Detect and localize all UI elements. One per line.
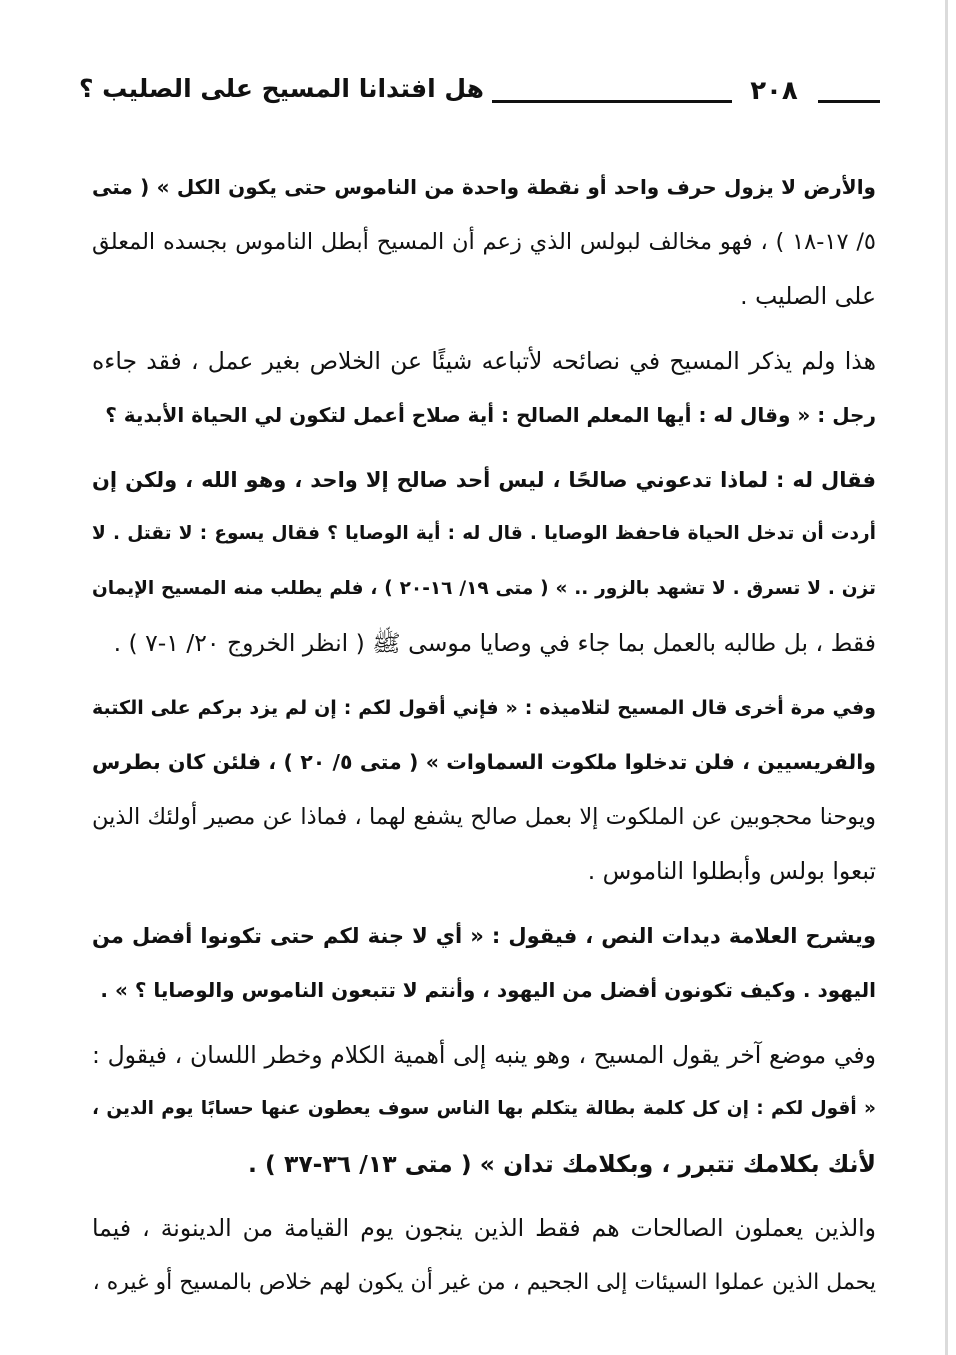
text-line: وفي موضع آخر يقول المسيح ، وهو ينبه إلى أهمية الكلام وخطر اللسان ، فيقول : [92, 1040, 876, 1069]
text-line: فقال له : لماذا تدعوني صالحًا ، ليس أحد صالح إلا واحد ، وهو الله ، ولكن إن [92, 467, 876, 492]
text-line: فقط ، بل طالبه بالعمل بما جاء في وصايا موسى ﷺ ( انظر الخروج ٢٠/ ١-٧ ) . [113, 629, 876, 657]
header-rule-middle [492, 100, 732, 103]
running-title: هل افتدانا المسيح على الصليب ؟ [78, 74, 484, 103]
text-line: تزن . لا تسرق . لا تشهد بالزور .. » ( متى ١٩/ ١٦-٢٠ ) ، فلم يطلب منه المسيح الإيمان [92, 577, 876, 599]
paragraph [92, 909, 876, 1018]
text-line: ويوحنا محجوبين عن الملكوت إلا بعمل صالح يشفع لهما ، فماذا عن مصير أولئك الذين [92, 803, 876, 830]
text-line: وفي مرة أخرى قال المسيح لتلاميذه : « فإني أقول لكم : إن لم يزد بركم على الكتبة [92, 696, 876, 719]
scan-edge [945, 0, 948, 1355]
paragraph [92, 681, 876, 899]
text-line: والأرض لا يزول حرف واحد أو نقطة واحدة من الناموس حتى يكون الكل » ( متى [92, 175, 876, 199]
text-line: اليهود . وكيف تكونون أفضل من اليهود ، وأنتم لا تتبعون الناموس والوصايا ؟ » . [100, 978, 876, 1002]
text-line: والذين يعملون الصالحات هم فقط الذين ينجون يوم القيامة من الدينونة ، فيما [92, 1214, 876, 1242]
paragraph [92, 160, 876, 324]
paragraph [92, 453, 876, 671]
text-line: يحمل الذين عملوا السيئات إلى الجحيم ، من غير أن يكون لهم خلاص بالمسيح أو غيره ، [92, 1269, 876, 1295]
text-line: تبعوا بولس وأبطلوا الناموس . [587, 857, 876, 885]
text-line: لأنك بكلامك تتبرر ، وبكلامك تدان » ( متى ١٣/ ٣٦-٣٧ ) . [247, 1149, 876, 1178]
text-line: على الصليب . [740, 282, 876, 310]
paragraph [92, 1028, 876, 1192]
text-line: رجل : « وقال له : أيها المعلم الصالح : أية صلاح أعمل لتكون لي الحياة الأبدية ؟ [105, 403, 876, 427]
text-line: ٥/ ١٧-١٨ ) ، فهو مخالف لبولس الذي زعم أن المسيح أبطل الناموس بجسده المعلق [92, 228, 876, 255]
header-rule-right [818, 100, 880, 103]
body-text [92, 160, 876, 1320]
paragraph [92, 1201, 876, 1310]
paragraph [92, 334, 876, 443]
page-header [80, 70, 880, 114]
page-number: ٢٠٨ [750, 76, 798, 106]
text-line: والفريسيين ، فلن تدخلوا ملكوت السماوات » ( متى ٥/ ٢٠ ) ، فلئن كان بطرس [92, 750, 876, 774]
text-line: هذا ولم يذكر المسيح في نصائحه لأتباعه شيئًا عن الخلاص بغير عمل ، فقد جاءه [92, 346, 876, 375]
text-line: ويشرح العلامة ديدات النص ، فيقول : « أي لا جنة لكم حتى تكونوا أفضل من [92, 923, 876, 948]
text-line: « أقول لكم : إن كل كلمة بطالة يتكلم بها الناس سوف يعطون عنها حسابًا يوم الدين ، [92, 1098, 876, 1119]
text-line: أردت أن تدخل الحياة فاحفظ الوصايا . قال له : أية الوصايا ؟ فقال يسوع : لا تقتل . لا [92, 523, 876, 544]
